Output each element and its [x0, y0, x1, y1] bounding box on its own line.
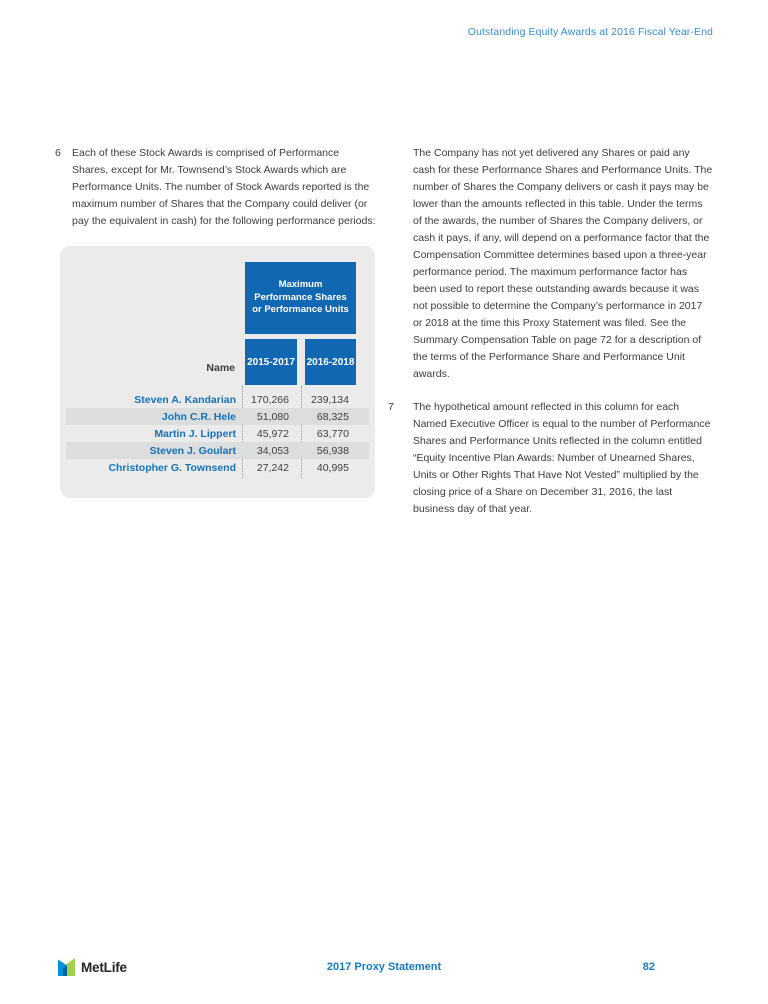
note-6-continuation: The Company has not yet delivered any Shares or paid any cash for these Performance Shares and Performance Units. The number of Shares the Company delivers or cash it pays may be lower than the amounts reflected in this table. Under the terms of the awards, the number of Shares the Company delivers, or cash it pays, if any, will depend on a performance factor that the Compensation Committee determines based upon a three-year performance period. The maximum performance factor has been used to report these outstanding awards because it was not possible to determine the Company’s performance in 2017 or 2018 at the time this Proxy Statement was filed. See the Summary Compensation Table on page 72 for a description of the terms of the Performance Share and Performance Unit awards.: [413, 147, 713, 380]
award-value: 56,938: [316, 444, 349, 457]
table-row: [66, 391, 369, 408]
note-6: [55, 145, 377, 230]
name-column-label: Name: [206, 362, 235, 374]
table-row: [66, 425, 369, 442]
executive-name: John C.R. Hele: [161, 410, 236, 423]
award-value: 239,134: [311, 393, 349, 406]
column-header-2015-2017: 2015-2017: [245, 339, 297, 385]
metlife-wordmark: MetLife: [81, 959, 127, 975]
right-column: [388, 145, 713, 518]
award-value: 63,770: [316, 427, 349, 440]
award-value: 170,266: [251, 393, 289, 406]
note-7: [388, 399, 713, 518]
page-title: Outstanding Equity Awards at 2016 Fiscal Year-End: [467, 26, 713, 38]
table-row: [66, 408, 369, 425]
note-number: 6: [55, 147, 61, 159]
table-row: [66, 459, 369, 476]
executive-name: Martin J. Lippert: [154, 427, 236, 440]
award-value: 45,972: [256, 427, 289, 440]
page-number: 82: [642, 961, 655, 973]
table-rows: [66, 391, 369, 476]
award-value: 40,995: [316, 461, 349, 474]
page-footer: [57, 955, 711, 979]
award-value: 27,242: [256, 461, 289, 474]
notes-columns: [55, 145, 713, 518]
column-gap: [377, 145, 388, 518]
column-header-2016-2018: 2016-2018: [305, 339, 356, 385]
performance-awards-table: [60, 246, 375, 498]
note-text: Each of these Stock Awards is comprised of Performance Shares, except for Mr. Townsend’s Stock Awards which are Performance Units. The number of Stock Awards reported is the maximum number of Shares that the Company could deliver (or pay the equivalent in cash) for the following performance periods:: [72, 147, 376, 227]
executive-name: Steven A. Kandarian: [134, 393, 236, 406]
footer-title: 2017 Proxy Statement: [326, 961, 442, 973]
note-number: 7: [388, 401, 394, 413]
award-value: 34,053: [256, 444, 289, 457]
executive-name: Christopher G. Townsend: [108, 461, 236, 474]
table-group-header: Maximum Performance Shares or Performance Units: [245, 262, 356, 334]
note-text: The hypothetical amount reflected in this column for each Named Executive Officer is equal to the number of Performance Shares and Performance Units reflected in the column entitled “Equity Incentive Plan Awards: Number of Unearned Shares, Units or Other Rights That Have Not Vested” multiplied by the closing price of a Share on December 31, 2016, the last business day of that year.: [413, 401, 711, 515]
award-value: 68,325: [316, 410, 349, 423]
executive-name: Steven J. Goulart: [149, 444, 236, 457]
table-row: [66, 442, 369, 459]
award-value: 51,080: [256, 410, 289, 423]
left-column: [55, 145, 377, 518]
